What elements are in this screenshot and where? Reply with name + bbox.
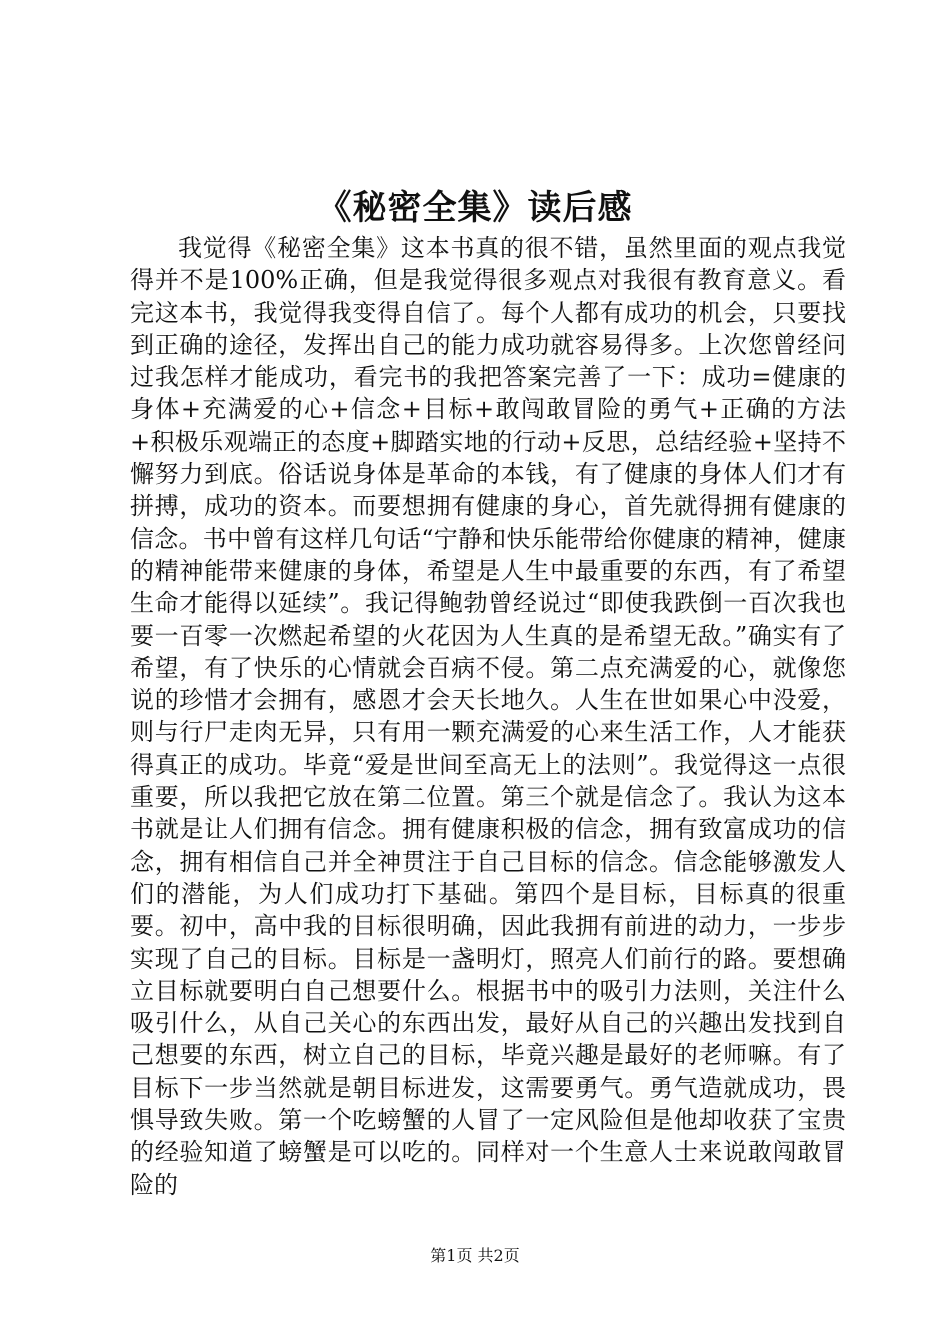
document-title: 《秘密全集》读后感 — [317, 188, 633, 228]
page-footer: 第1页 共2页 — [430, 1246, 520, 1265]
document-body-paragraph: 我觉得《秘密全集》这本书真的很不错，虽然里面的观点我觉得并不是100%正确，但是我觉得很多观点对我很有教育意义。看完这本书，我觉得我变得自信了。每个人都有成功的机会，只要找到正确的途径，发挥出自己的能力成功就容易得多。上次您曾经问过我怎样才能成功，看完书的我把答案完善了一下：成功=健康的身体+充满爱的心+信念+目标+敢闯敢冒险的勇气+正确的方法+积极乐观端正的态度+脚踏实地的行动+反思，总结经验+坚持不懈努力到底。俗话说身体是革命的本钱，有了健康的身体人们才有拼搏，成功的资本。而要想拥有健康的身心，首先就得拥有健康的信念。书中曾有这样几句话“宁静和快乐能带给你健康的精神，健康的精神能带来健康的身体，希望是人生中最重要的东西，有了希望生命才能得以延续”。我记得鲍勃曾经说过“即使我跌倒一百次我也要一百零一次燃起希望的火花因为人生真的是希望无敌。”确实有了希望，有了快乐的心情就会百病不侵。第二点充满爱的心，就像您说的珍惜才会拥有，感恩才会天长地久。人生在世如果心中没爱，则与行尸走肉无异，只有用一颗充满爱的心来生活工作，人才能获得真正的成功。毕竟“爱是世间至高无上的法则”。我觉得这一点很重要，所以我把它放在第二位置。第三个就是信念了。我认为这本书就是让人们拥有信念。拥有健康积极的信念，拥有致富成功的信念，拥有相信自己并全神贯注于自己目标的信念。信念能够激发人们的潜能，为人们成功打下基础。第四个是目标，目标真的很重要。初中，高中我的目标很明确，因此我拥有前进的动力，一步步实现了自己的目标。目标是一盏明灯，照亮人们前行的路。要想确立目标就要明白自己想要什么。根据书中的吸引力法则，关注什么吸引什么，从自己关心的东西出发，最好从自己的兴趣出发找到自己想要的东西，树立自己的目标，毕竟兴趣是最好的老师嘛。有了目标下一步当然就是朝目标进发，这需要勇气。勇气造就成功，畏惧导致失败。第一个吃螃蟹的人冒了一定风险但是他却收获了宝贵的经验知道了螃蟹是可以吃的。同样对一个生意人士来说敢闯敢冒险的 — [130, 234, 846, 1199]
